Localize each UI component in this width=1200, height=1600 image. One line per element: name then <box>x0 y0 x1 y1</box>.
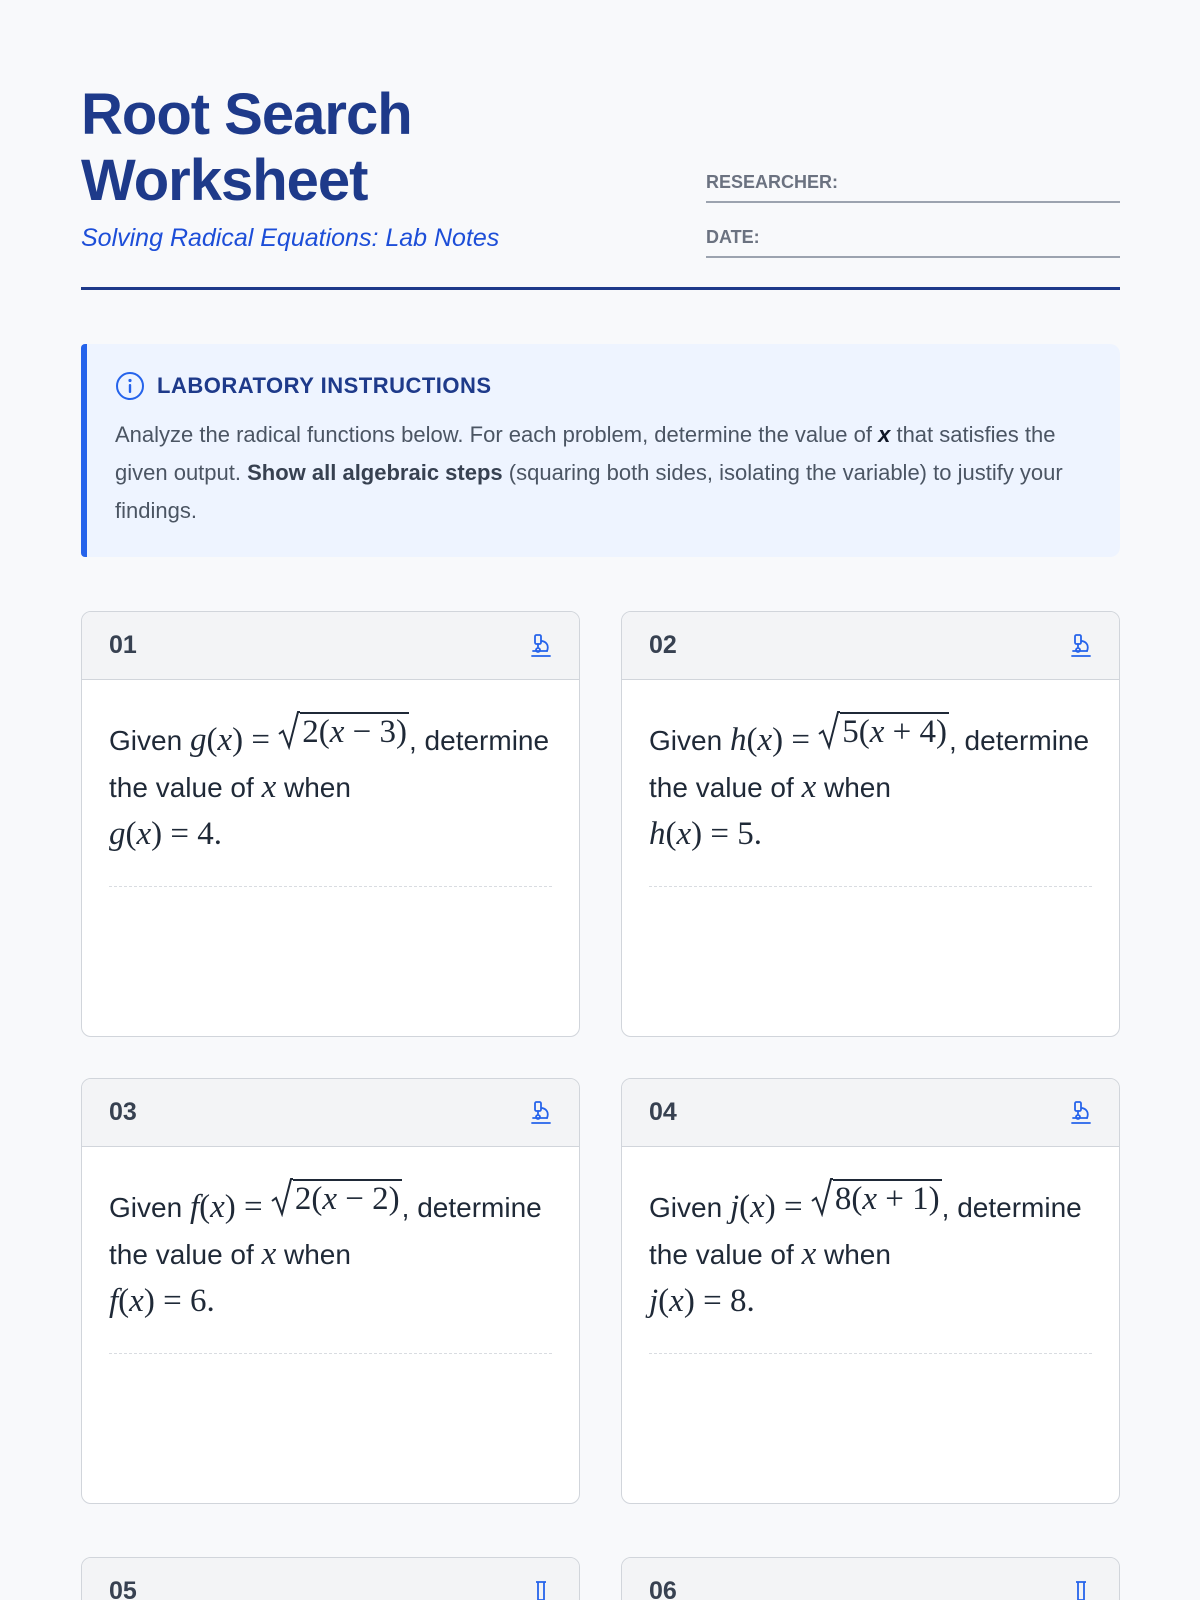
microscope-icon <box>529 633 553 659</box>
answer-space[interactable] <box>649 1354 1092 1494</box>
researcher-label: RESEARCHER: <box>706 172 839 192</box>
problem-number: 03 <box>109 1098 137 1126</box>
problem-statement: Given j(x) = 8(x + 1) , determine the value of x when j(x) = 8. <box>649 1181 1082 1319</box>
problem-statement: Given f(x) = 2(x − 2) , determine the value of x when f(x) = 6. <box>109 1181 542 1319</box>
problem-card <box>81 611 580 1037</box>
page-subtitle: Solving Radical Equations: Lab Notes <box>81 224 500 252</box>
microscope-icon <box>529 1100 553 1126</box>
title-line-2: Worksheet <box>81 148 368 213</box>
problem-statement: Given g(x) = 2(x − 3) , determine the value of x when g(x) = 4. <box>109 714 550 852</box>
problem-number: 05 <box>109 1577 137 1600</box>
title-line-1: Root Search <box>81 82 412 147</box>
microscope-icon <box>1069 633 1093 659</box>
problem-card <box>81 1557 580 1600</box>
problem-card <box>621 1078 1120 1504</box>
problem-card-header <box>82 1079 579 1147</box>
date-field[interactable] <box>706 227 1120 258</box>
problem-card-header <box>82 612 579 680</box>
problem-body <box>622 1147 1119 1494</box>
instructions-text: Analyze the radical functions below. For each problem, determine the value of x that satisfies the given output. Show all algebraic steps (squaring both sides, isolating the variable) to justify your findings. <box>115 422 1063 523</box>
problem-statement: Given h(x) = 5(x + 4) , determine the value of x when h(x) = 5. <box>649 714 1090 852</box>
problem-number: 02 <box>649 631 677 659</box>
problem-card <box>621 611 1120 1037</box>
problem-body <box>622 680 1119 1027</box>
problem-number: 04 <box>649 1098 677 1126</box>
answer-space[interactable] <box>109 887 552 1027</box>
worksheet-header <box>81 0 1120 290</box>
microscope-icon <box>1069 1100 1093 1126</box>
problem-card-header <box>622 612 1119 680</box>
test-tube-icon <box>529 1579 553 1600</box>
instructions-panel <box>81 344 1120 557</box>
problem-card <box>81 1078 580 1504</box>
problem-number: 06 <box>649 1577 677 1600</box>
answer-space[interactable] <box>649 887 1092 1027</box>
header-divider <box>81 287 1120 290</box>
page-title <box>81 82 412 214</box>
problem-card-header <box>82 1558 579 1600</box>
researcher-field[interactable] <box>706 172 1120 203</box>
problem-body <box>82 1147 579 1494</box>
date-label: DATE: <box>706 227 760 247</box>
problem-card-header <box>622 1079 1119 1147</box>
answer-space[interactable] <box>109 1354 552 1494</box>
info-circle-icon <box>115 371 145 401</box>
problem-card <box>621 1557 1120 1600</box>
test-tube-icon <box>1069 1579 1093 1600</box>
problem-number: 01 <box>109 631 137 659</box>
problem-body <box>82 680 579 1027</box>
problem-card-header <box>622 1558 1119 1600</box>
instructions-title: LABORATORY INSTRUCTIONS <box>157 373 492 398</box>
